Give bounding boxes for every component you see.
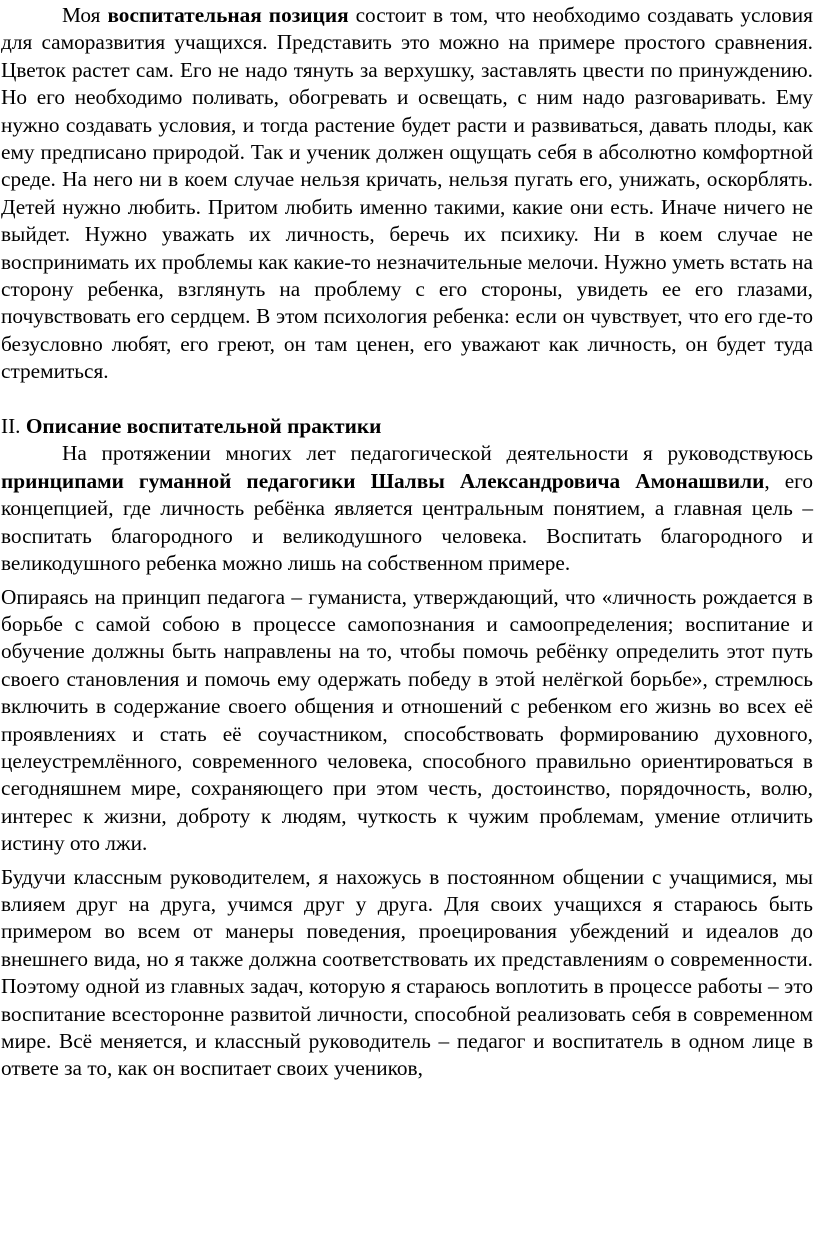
section-number: II. <box>1 414 26 439</box>
paragraph-text: На протяжении многих лет педагогической деятельности я руководствуюсь <box>62 441 813 466</box>
paragraph-text: , его концепцией, где личность ребёнка является центральным понятием, а главная цель – воспитать благородного и великодушного человека. Воспитать благородного и великодушного ребенка можно лишь на собственном примере. <box>1 468 813 576</box>
document-page <box>1 2 813 1083</box>
paragraph-text: Моя <box>62 3 108 27</box>
paragraph-text: состоит в том, что необходимо создавать условия для саморазвития учащихся. Представить это можно на примере простого сравнения. Цветок растет сам. Его не надо тянуть за верхушку, заставлять цвести по принуждению. Но его необходимо поливать, обогревать и освещать, с ним надо разговаривать. Ему нужно создавать условия, и тогда растение будет расти и развиваться, давать плоды, как ему предписано природой. Так и ученик должен ощущать себя в абсолютно комфортной среде. На него ни в коем случае нельзя кричать, нельзя пугать его, унижать, оскорблять. Детей нужно любить. Притом любить именно такими, какие они есть. Иначе ничего не выйдет. Нужно уважать их личность, беречь их психику. Ни в коем случае не воспринимать их проблемы как какие-то незначительные мелочи. Нужно уметь встать на сторону ребенка, взглянуть на проблему с его стороны, увидеть ее его глазами, почувствовать его сердцем. В этом психология ребенка: если он чувствует, что его где-то безусловно любят, его греют, он там ценен, его уважают как личность, он будет туда стремиться. <box>1 3 813 384</box>
paragraph-educational-position <box>1 2 813 386</box>
blank-line <box>1 386 813 413</box>
section-title: Описание воспитательной практики <box>25 414 382 439</box>
paragraph-humanist-principle: Опираясь на принцип педагога – гуманиста, утверждающий, что «личность рождается в борьбе с самой собою в процессе самопознания и самоопределения; воспитание и обучение должны быть направлены на то, чтобы помочь ребёнку определить этот путь своего становления и помочь ему одержать победу в этой нелёгкой борьбе», стремлюсь включить в содержание своего общения и отношений с ребенком его жизнь во всех её проявлениях и стать её соучастником, способствовать формированию духовного, целеустремлённого, современного человека, способного правильно ориентироваться в сегодняшнем мире, сохраняющего при этом честь, достоинство, порядочность, волю, интерес к жизни, доброту к людям, чуткость к чужим проблемам, умение отличить истину ото лжи. <box>1 584 813 856</box>
paragraph-practice-description <box>1 440 813 577</box>
bold-term-principles: принципами гуманной педагогики Шалвы Александровича Амонашвили <box>1 468 765 493</box>
bold-term-educational-position: воспитательная позиция <box>107 3 349 27</box>
section-heading <box>1 413 813 440</box>
paragraph-class-teacher: Будучи классным руководителем, я нахожусь в постоянном общении с учащимися, мы влияем друг на друга, учимся друг у друга. Для своих учащихся я стараюсь быть примером во всем от манеры поведения, проецирования убеждений и идеалов до внешнего вида, но я также должна соответствовать их представлениям о современности. Поэтому одной из главных задач, которую я стараюсь воплотить в процессе работы – это воспитание всесторонне развитой личности, способной реализовать себя в современном мире. Всё меняется, и классный руководитель – педагог и воспитатель в одном лице в ответе за то, как он воспитает своих учеников, <box>1 864 813 1081</box>
